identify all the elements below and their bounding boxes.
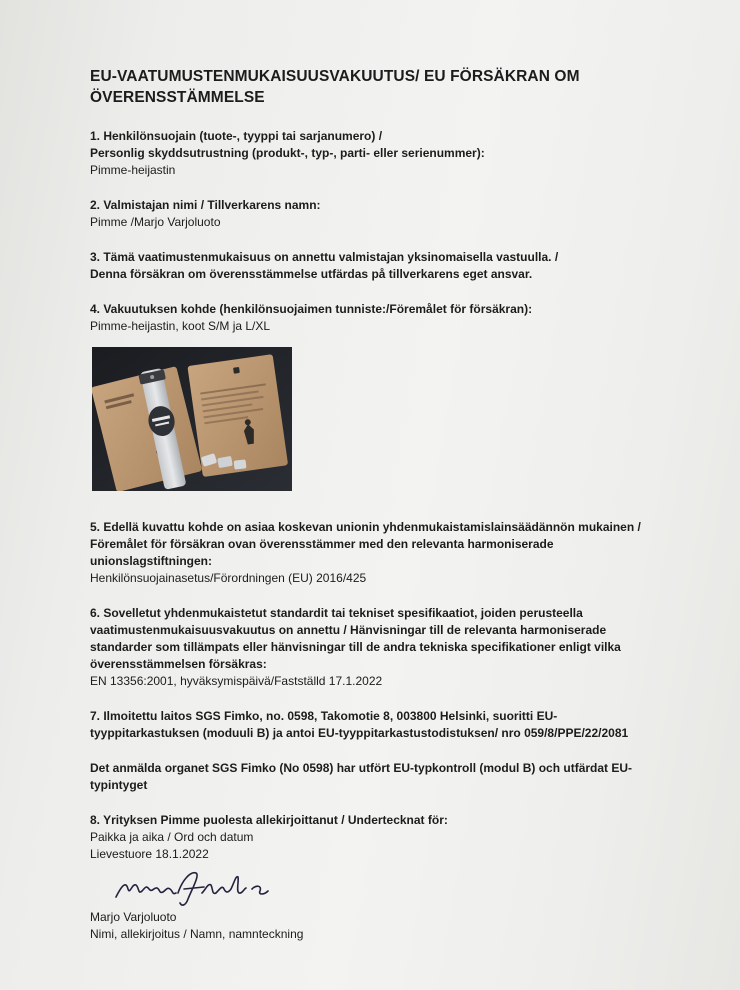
section-4-heading: 4. Vakuutuksen kohde (henkilönsuojaimen tunniste:/Föremålet för försäkran): bbox=[90, 302, 533, 316]
section-7-heading-line-1: 7. Ilmoitettu laitos SGS Fimko, no. 0598, Takomotie 8, 003800 Helsinki, suoritti EU- bbox=[90, 709, 558, 723]
section-3 bbox=[90, 249, 690, 283]
section-5-value: Henkilönsuojainasetus/Förordningen (EU) 2016/425 bbox=[90, 571, 367, 585]
section-5-heading-line-2: Föremålet för försäkran ovan överensstämmer med den relevanta harmoniserade bbox=[90, 537, 554, 551]
section-1-heading-line-2: Personlig skyddsutrustning (produkt-, typ-, parti- eller serienummer): bbox=[90, 146, 485, 160]
section-6-heading-line-2: vaatimustenmukaisuusvakuutus on annettu / Hänvisningar till de relevanta harmoniserade bbox=[90, 623, 607, 637]
notified-body-line-1: Det anmälda organet SGS Fimko (No 0598) har utfört EU-typkontroll (modul B) och utfärdat EU- bbox=[90, 761, 633, 775]
section-1-heading-line-1: 1. Henkilönsuojain (tuote-, tyyppi tai sarjanumero) / bbox=[90, 129, 383, 143]
section-7-heading-line-2: tyyppitarkastuksen (moduuli B) ja antoi EU-tyyppitarkastustodistuksen/ nro 059/8/PPE/22/2081 bbox=[90, 726, 629, 740]
product-photo-illustration bbox=[92, 347, 292, 491]
section-2 bbox=[90, 197, 690, 231]
document-title: EU-VAATUMUSTENMUKAISUUSVAKUUTUS/ EU FÖRSÄKRAN OM ÖVERENSSTÄMMELSE bbox=[90, 68, 580, 106]
signatory-name: Marjo Varjoluoto bbox=[90, 910, 177, 924]
notified-body-statement bbox=[90, 760, 690, 794]
section-6-heading-line-1: 6. Sovelletut yhdenmukaistetut standardit tai tekniset spesifikaatiot, joiden perusteella bbox=[90, 606, 583, 620]
section-6 bbox=[90, 605, 690, 690]
section-8 bbox=[90, 812, 690, 863]
section-4 bbox=[90, 301, 690, 335]
section-3-heading-line-1: 3. Tämä vaatimustenmukaisuus on annettu valmistajan yksinomaisella vastuulla. / bbox=[90, 250, 559, 264]
section-8-heading: 8. Yrityksen Pimme puolesta allekirjoittanut / Undertecknat för: bbox=[90, 813, 448, 827]
section-4-value: Pimme-heijastin, koot S/M ja L/XL bbox=[90, 319, 271, 333]
section-5 bbox=[90, 519, 690, 587]
section-2-heading: 2. Valmistajan nimi / Tillverkarens namn: bbox=[90, 198, 321, 212]
signature-caption: Nimi, allekirjoitus / Namn, namnteckning bbox=[90, 927, 304, 941]
handwritten-signature bbox=[112, 867, 690, 909]
section-1 bbox=[90, 128, 690, 179]
section-2-value: Pimme /Marjo Varjoluoto bbox=[90, 215, 221, 229]
section-1-value: Pimme-heijastin bbox=[90, 163, 176, 177]
section-3-heading-line-2: Denna försäkran om överensstämmelse utfärdas på tillverkarens eget ansvar. bbox=[90, 267, 533, 281]
section-5-heading-line-3: unionslagstiftningen: bbox=[90, 554, 212, 568]
section-6-heading-line-4: överensstämmelsen försäkras: bbox=[90, 657, 267, 671]
place-date-label: Paikka ja aika / Ord och datum bbox=[90, 830, 254, 844]
section-6-heading-line-3: standarder som tillämpats eller hänvisningar till de andra tekniska specifikationer enligt vilka bbox=[90, 640, 621, 654]
section-6-value: EN 13356:2001, hyväksymispäivä/Fastställd 17.1.2022 bbox=[90, 674, 383, 688]
signature-drawing bbox=[112, 867, 282, 909]
notified-body-line-2: typintyget bbox=[90, 778, 148, 792]
place-date-value: Lievestuore 18.1.2022 bbox=[90, 847, 209, 861]
document-body bbox=[90, 66, 690, 943]
section-7 bbox=[90, 708, 690, 742]
section-5-heading-line-1: 5. Edellä kuvattu kohde on asiaa koskevan unionin yhdenmukaistamislainsäädännön mukainen / bbox=[90, 520, 641, 534]
product-photo bbox=[92, 347, 292, 491]
